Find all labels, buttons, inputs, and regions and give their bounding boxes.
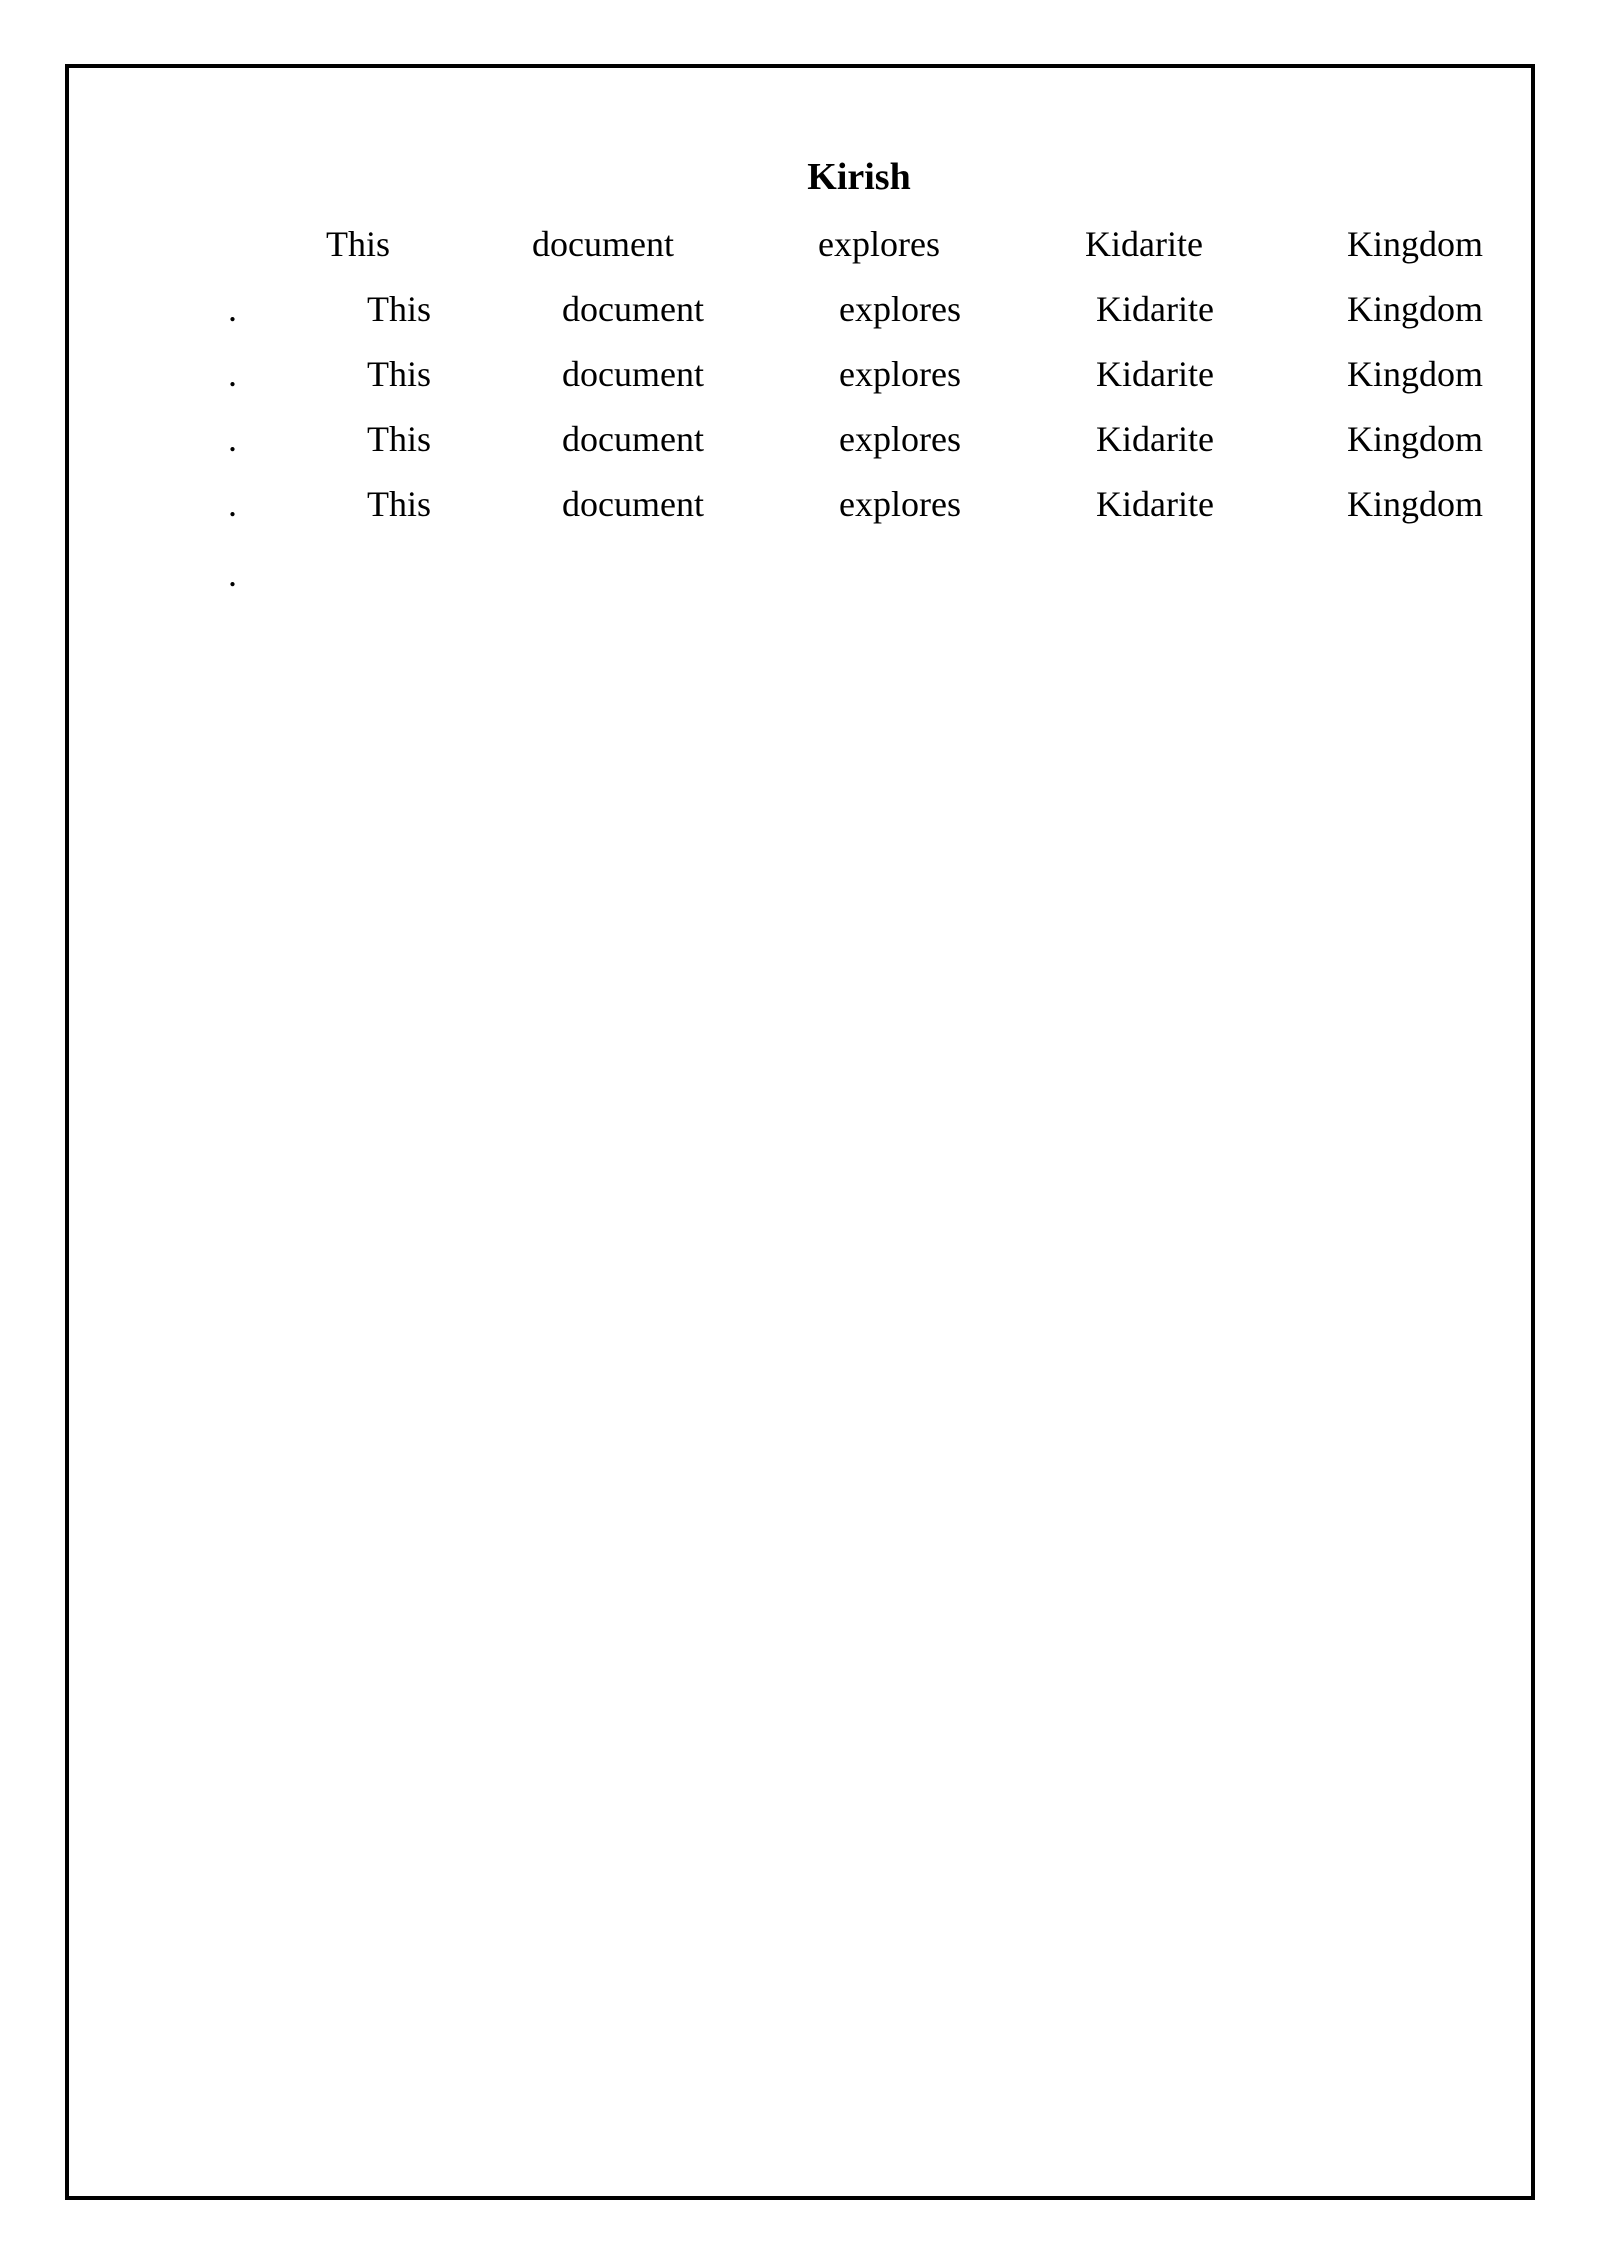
word: explores [839,484,961,524]
word: Kingdom [1347,224,1484,264]
word: document [562,484,704,524]
word: Kingdom [1347,484,1484,524]
word: Kingdom [1347,289,1484,329]
word: explores [839,289,961,329]
word: explores [818,224,940,264]
paragraph-line-5 [0,477,1600,531]
word: This [367,419,432,459]
paragraph-line-6 [0,547,1600,601]
word: This [367,354,432,394]
word: document [562,419,704,459]
word: document [562,354,704,394]
word: Kidarite [1096,484,1214,524]
paragraph-line-4 [0,412,1600,466]
paragraph-line-3 [0,347,1600,401]
word: Kidarite [1096,354,1214,394]
line-dot: . [228,354,237,394]
line-dot: . [228,289,237,329]
word: Kidarite [1096,419,1214,459]
word: This [326,224,391,264]
word: This [367,484,432,524]
word: This [367,289,432,329]
word: explores [839,419,961,459]
word: Kingdom [1347,419,1484,459]
document-title: Kirish [807,156,911,198]
word: document [562,289,704,329]
word: Kingdom [1347,354,1484,394]
line-dot: . [228,484,237,524]
word: Kidarite [1085,224,1203,264]
word: explores [839,354,961,394]
paragraph-line-1 [0,217,1600,271]
word: Kidarite [1096,289,1214,329]
line-dot: . [228,419,237,459]
paragraph-line-2 [0,282,1600,336]
word: document [532,224,674,264]
line-dot: . [228,554,237,594]
